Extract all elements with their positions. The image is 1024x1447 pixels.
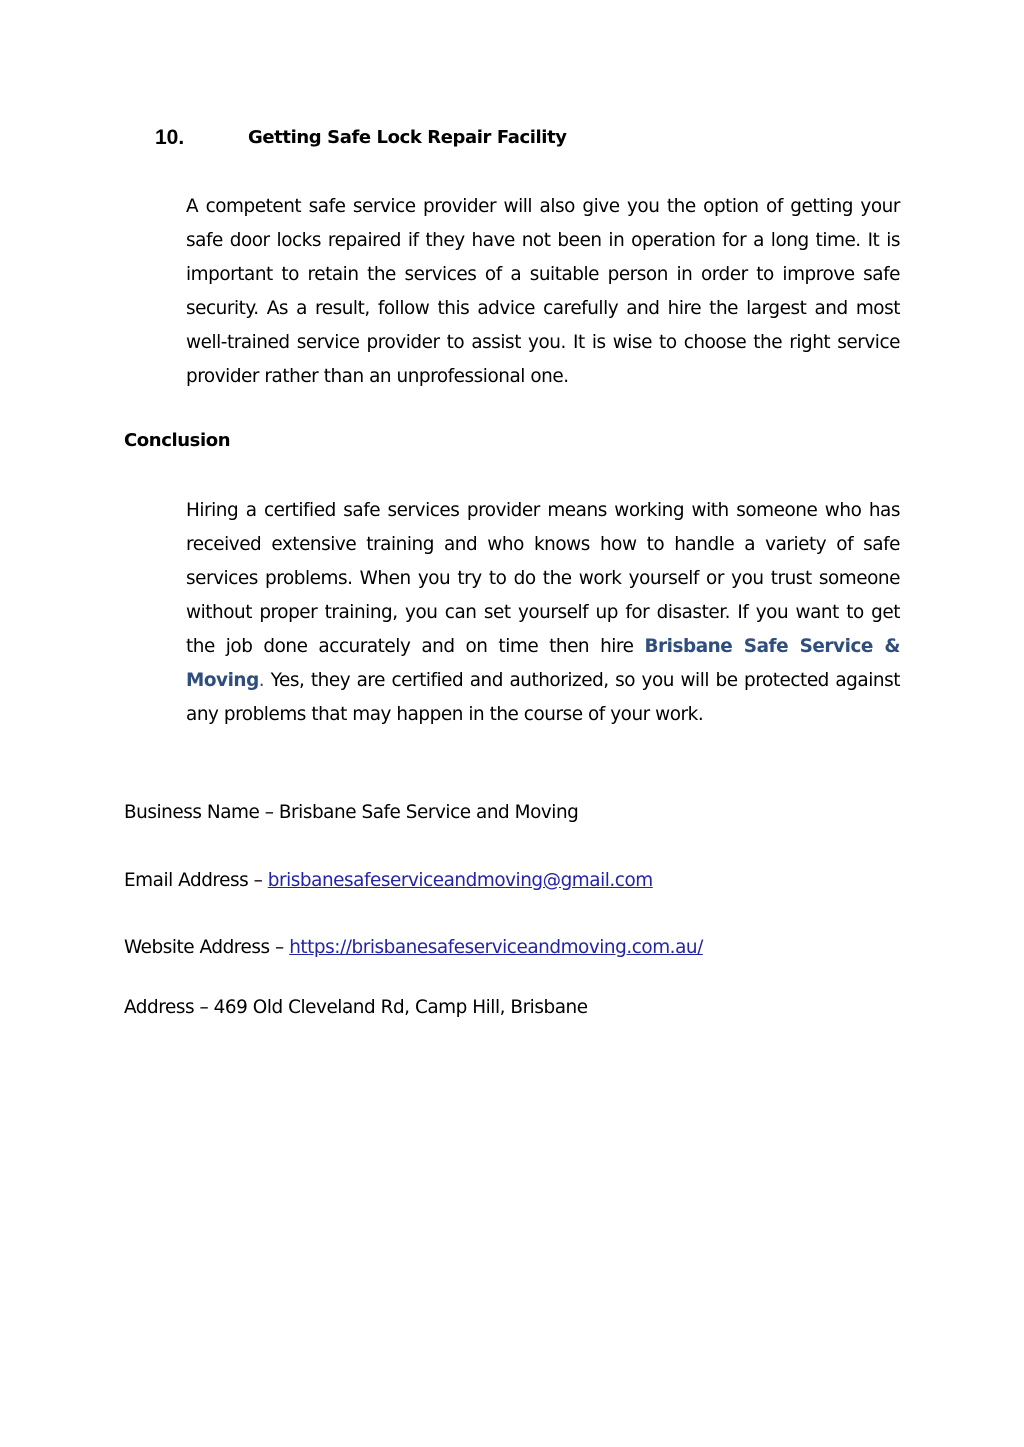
conclusion-paragraph (186, 494, 900, 732)
conclusion-heading: Conclusion (124, 430, 231, 451)
email-link[interactable]: brisbanesafeserviceandmoving@gmail.com (267, 870, 653, 891)
address-label: Address – (124, 997, 214, 1018)
section-number: 10. (155, 126, 185, 149)
address-value: 469 Old Cleveland Rd, Camp Hill, Brisbane (213, 997, 588, 1018)
email-line (124, 870, 653, 891)
conclusion-text-before: Hiring a certified safe services provider means working with someone who has received extensive training and who knows how to handle a variety of safe services problems. When you try to do the work yourself or you trust someone without proper training, you can set yourself up for disaster. If you want to get the job done accurately and on time then hire (186, 500, 900, 657)
section-paragraph: A competent safe service provider will also give you the option of getting your safe door locks repaired if they have not been in operation for a long time. It is important to retain the services of a suitable person in order to improve safe security. As a result, follow this advice carefully and hire the largest and most well-trained service provider to assist you. It is wise to choose the right service provider rather than an unprofessional one. (186, 196, 900, 387)
website-link[interactable]: https://brisbanesafeserviceandmoving.com.au/ (289, 937, 703, 958)
business-name-line (124, 802, 578, 823)
business-label: Business Name – (124, 802, 279, 823)
website-line (124, 937, 703, 958)
website-label: Website Address – (124, 937, 290, 958)
address-line (124, 997, 588, 1018)
conclusion-text-after: Yes, they are certified and authorized, so you will be protected against any problems that may happen in the course of your work. (186, 670, 900, 725)
business-value: Brisbane Safe Service and Moving (278, 802, 579, 823)
email-label: Email Address – (124, 870, 268, 891)
brand-period: . (258, 670, 265, 691)
section-title: Getting Safe Lock Repair Facility (248, 127, 567, 148)
brand-name: Brisbane Safe Service & Moving (186, 636, 900, 691)
